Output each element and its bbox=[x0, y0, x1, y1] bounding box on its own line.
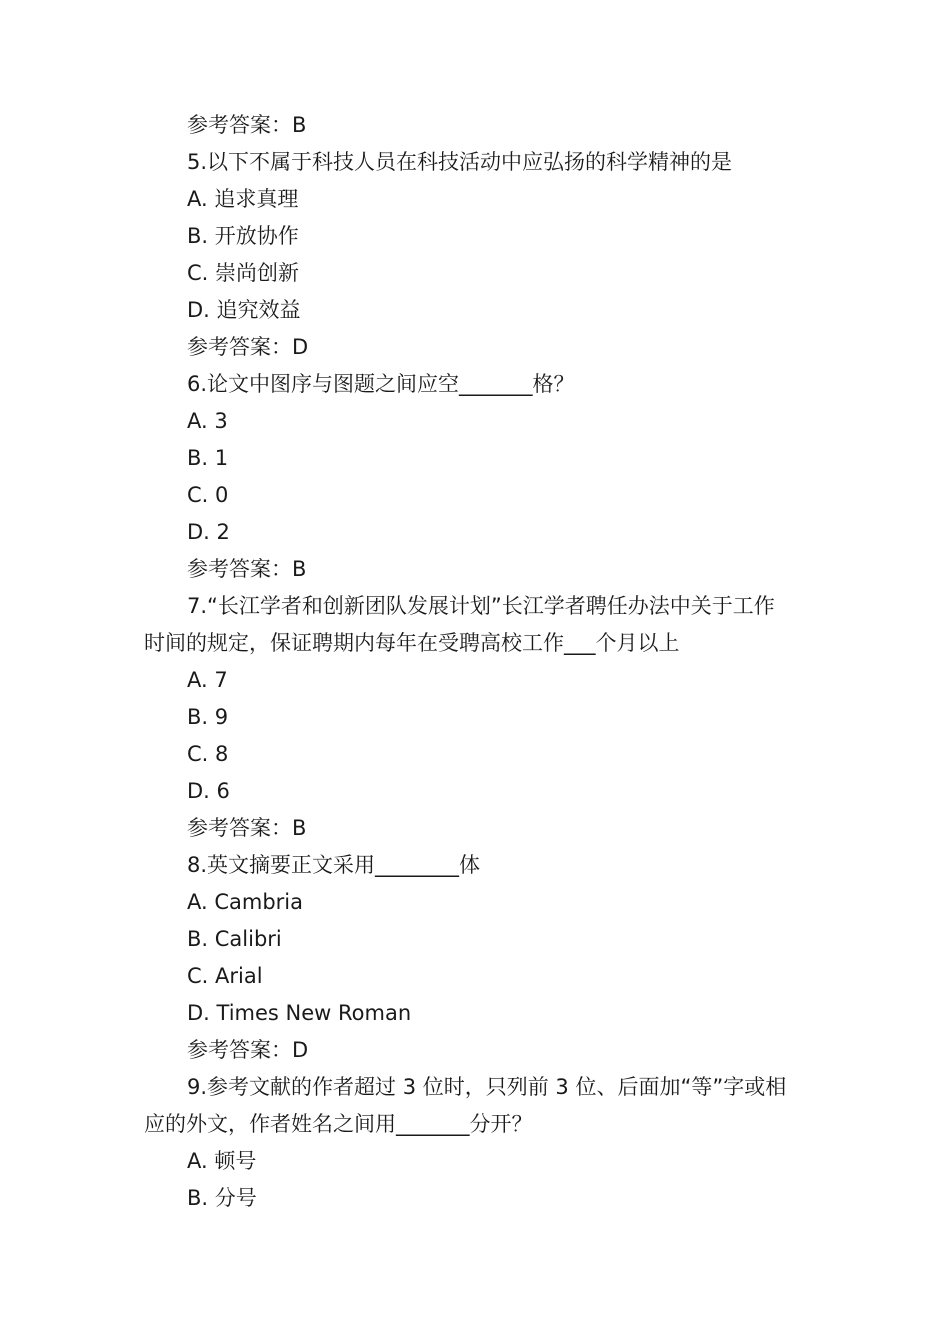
reference-answer: 参考答案：D bbox=[187, 335, 309, 359]
reference-answer: 参考答案：D bbox=[187, 1038, 309, 1062]
answer-option: A. 7 bbox=[187, 668, 228, 692]
answer-option: C. 8 bbox=[187, 742, 229, 766]
answer-option: B. 分号 bbox=[187, 1186, 257, 1210]
question-list bbox=[144, 107, 810, 1217]
question-text: 5.以下不属于科技人员在科技活动中应弘扬的科学精神的是 bbox=[187, 150, 733, 174]
answer-option: C. 崇尚创新 bbox=[187, 261, 300, 285]
answer-option: B. 1 bbox=[187, 446, 229, 470]
answer-option: A. 3 bbox=[187, 409, 228, 433]
question-text: 8.英文摘要正文采用________体 bbox=[187, 853, 481, 877]
question-text-continued: 应的外文，作者姓名之间用_______分开？ bbox=[144, 1112, 533, 1136]
answer-option: D. 追究效益 bbox=[187, 298, 301, 322]
answer-option: B. 9 bbox=[187, 705, 229, 729]
answer-option: C. 0 bbox=[187, 483, 229, 507]
reference-answer: 参考答案：B bbox=[187, 557, 307, 581]
question-text: 6.论文中图序与图题之间应空_______格？ bbox=[187, 372, 575, 396]
reference-answer: 参考答案：B bbox=[187, 113, 307, 137]
answer-option: A. Cambria bbox=[187, 890, 304, 914]
reference-answer: 参考答案：B bbox=[187, 816, 307, 840]
question-text: 9.参考文献的作者超过 3 位时，只列前 3 位、后面加“等”字或相 bbox=[187, 1075, 787, 1099]
question-text: 7.“长江学者和创新团队发展计划”长江学者聘任办法中关于工作 bbox=[187, 594, 775, 618]
answer-option: C. Arial bbox=[187, 964, 263, 988]
answer-option: D. 6 bbox=[187, 779, 230, 803]
question-text-continued: 时间的规定，保证聘期内每年在受聘高校工作___个月以上 bbox=[144, 631, 680, 655]
answer-option: A. 追求真理 bbox=[187, 187, 299, 211]
answer-option: B. 开放协作 bbox=[187, 224, 299, 248]
answer-option: A. 顿号 bbox=[187, 1149, 257, 1173]
answer-option: B. Calibri bbox=[187, 927, 282, 951]
answer-option: D. Times New Roman bbox=[187, 1001, 412, 1025]
answer-option: D. 2 bbox=[187, 520, 230, 544]
